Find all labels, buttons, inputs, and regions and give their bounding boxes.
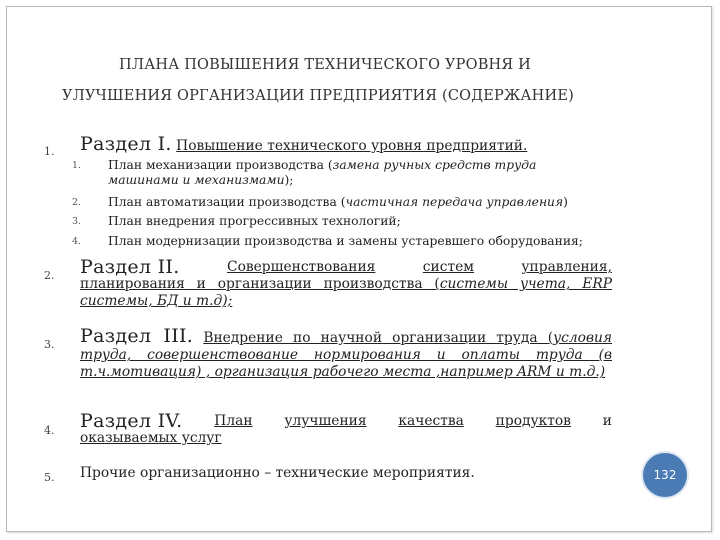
section-word: улучшения — [284, 413, 367, 429]
section-word: План — [214, 413, 253, 429]
subitem-text: План механизации производства ( — [108, 158, 333, 172]
subitem-1 — [108, 158, 608, 188]
subitem-tail: ) — [563, 195, 568, 209]
section-heading: Раздел IV. — [80, 410, 183, 432]
section-heading: Раздел II. — [80, 256, 180, 278]
subitem-tail: ); — [284, 173, 294, 187]
section-text: Внедрение по научной организации труда ( — [203, 330, 554, 346]
subitem-2 — [108, 195, 608, 210]
section-heading: Раздел I. — [80, 133, 172, 155]
section-word: и — [602, 413, 612, 429]
section-text: планирования и организации производства ( — [80, 276, 440, 292]
section-italic: условия труда, совершенствование нормирования и оплаты труда (в т.ч.мотивация) , организация рабочего места ,например ARM и т.д.) — [80, 330, 613, 380]
subitem-italic: замена ручных средств труда машинами и механизмами — [108, 158, 537, 187]
section-3 — [80, 325, 613, 381]
section-word: продуктов — [495, 413, 571, 429]
section-first-line — [80, 410, 612, 432]
section-word: качества — [398, 413, 464, 429]
item-number: 2. — [44, 269, 55, 282]
subitem-number: 3. — [72, 216, 82, 227]
page-number-badge: 132 — [643, 453, 687, 497]
subitem-3: План внедрения прогрессивных технологий; — [108, 214, 401, 228]
item-number: 5. — [44, 471, 55, 484]
item-number: 4. — [44, 424, 55, 437]
section-text: Повышение технического уровня предприятий. — [176, 138, 528, 154]
section-word: систем — [422, 259, 474, 275]
section-1 — [80, 133, 612, 155]
section-4 — [80, 410, 612, 447]
slide-title-line-1: ПЛАНА ПОВЫШЕНИЯ ТЕХНИЧЕСКОГО УРОВНЯ И — [119, 57, 531, 73]
section-word: управления, — [521, 259, 612, 275]
subitem-number: 2. — [72, 197, 82, 208]
section-word: Совершенствования — [227, 259, 376, 275]
subitem-4: План модернизации производства и замены устаревшего оборудования; — [108, 234, 583, 248]
item-number: 3. — [44, 338, 55, 351]
section-text: оказываемых услуг — [80, 430, 222, 446]
section-first-line — [80, 256, 612, 278]
section-italic: системы учета, ERP системы, БД и т.д); — [80, 276, 612, 309]
subitem-number: 1. — [72, 160, 82, 171]
section-5: Прочие организационно – технические мероприятия. — [80, 465, 475, 481]
subitem-number: 4. — [72, 236, 82, 247]
slide-title-line-2: УЛУЧШЕНИЯ ОРГАНИЗАЦИИ ПРЕДПРИЯТИЯ (СОДЕРЖАНИЕ) — [61, 88, 575, 104]
item-number: 1. — [44, 145, 55, 158]
subitem-italic: частичная передача управления — [345, 195, 564, 209]
subitem-text: План автоматизации производства ( — [108, 195, 346, 209]
section-2 — [80, 256, 612, 310]
section-heading: Раздел III. — [80, 325, 194, 347]
